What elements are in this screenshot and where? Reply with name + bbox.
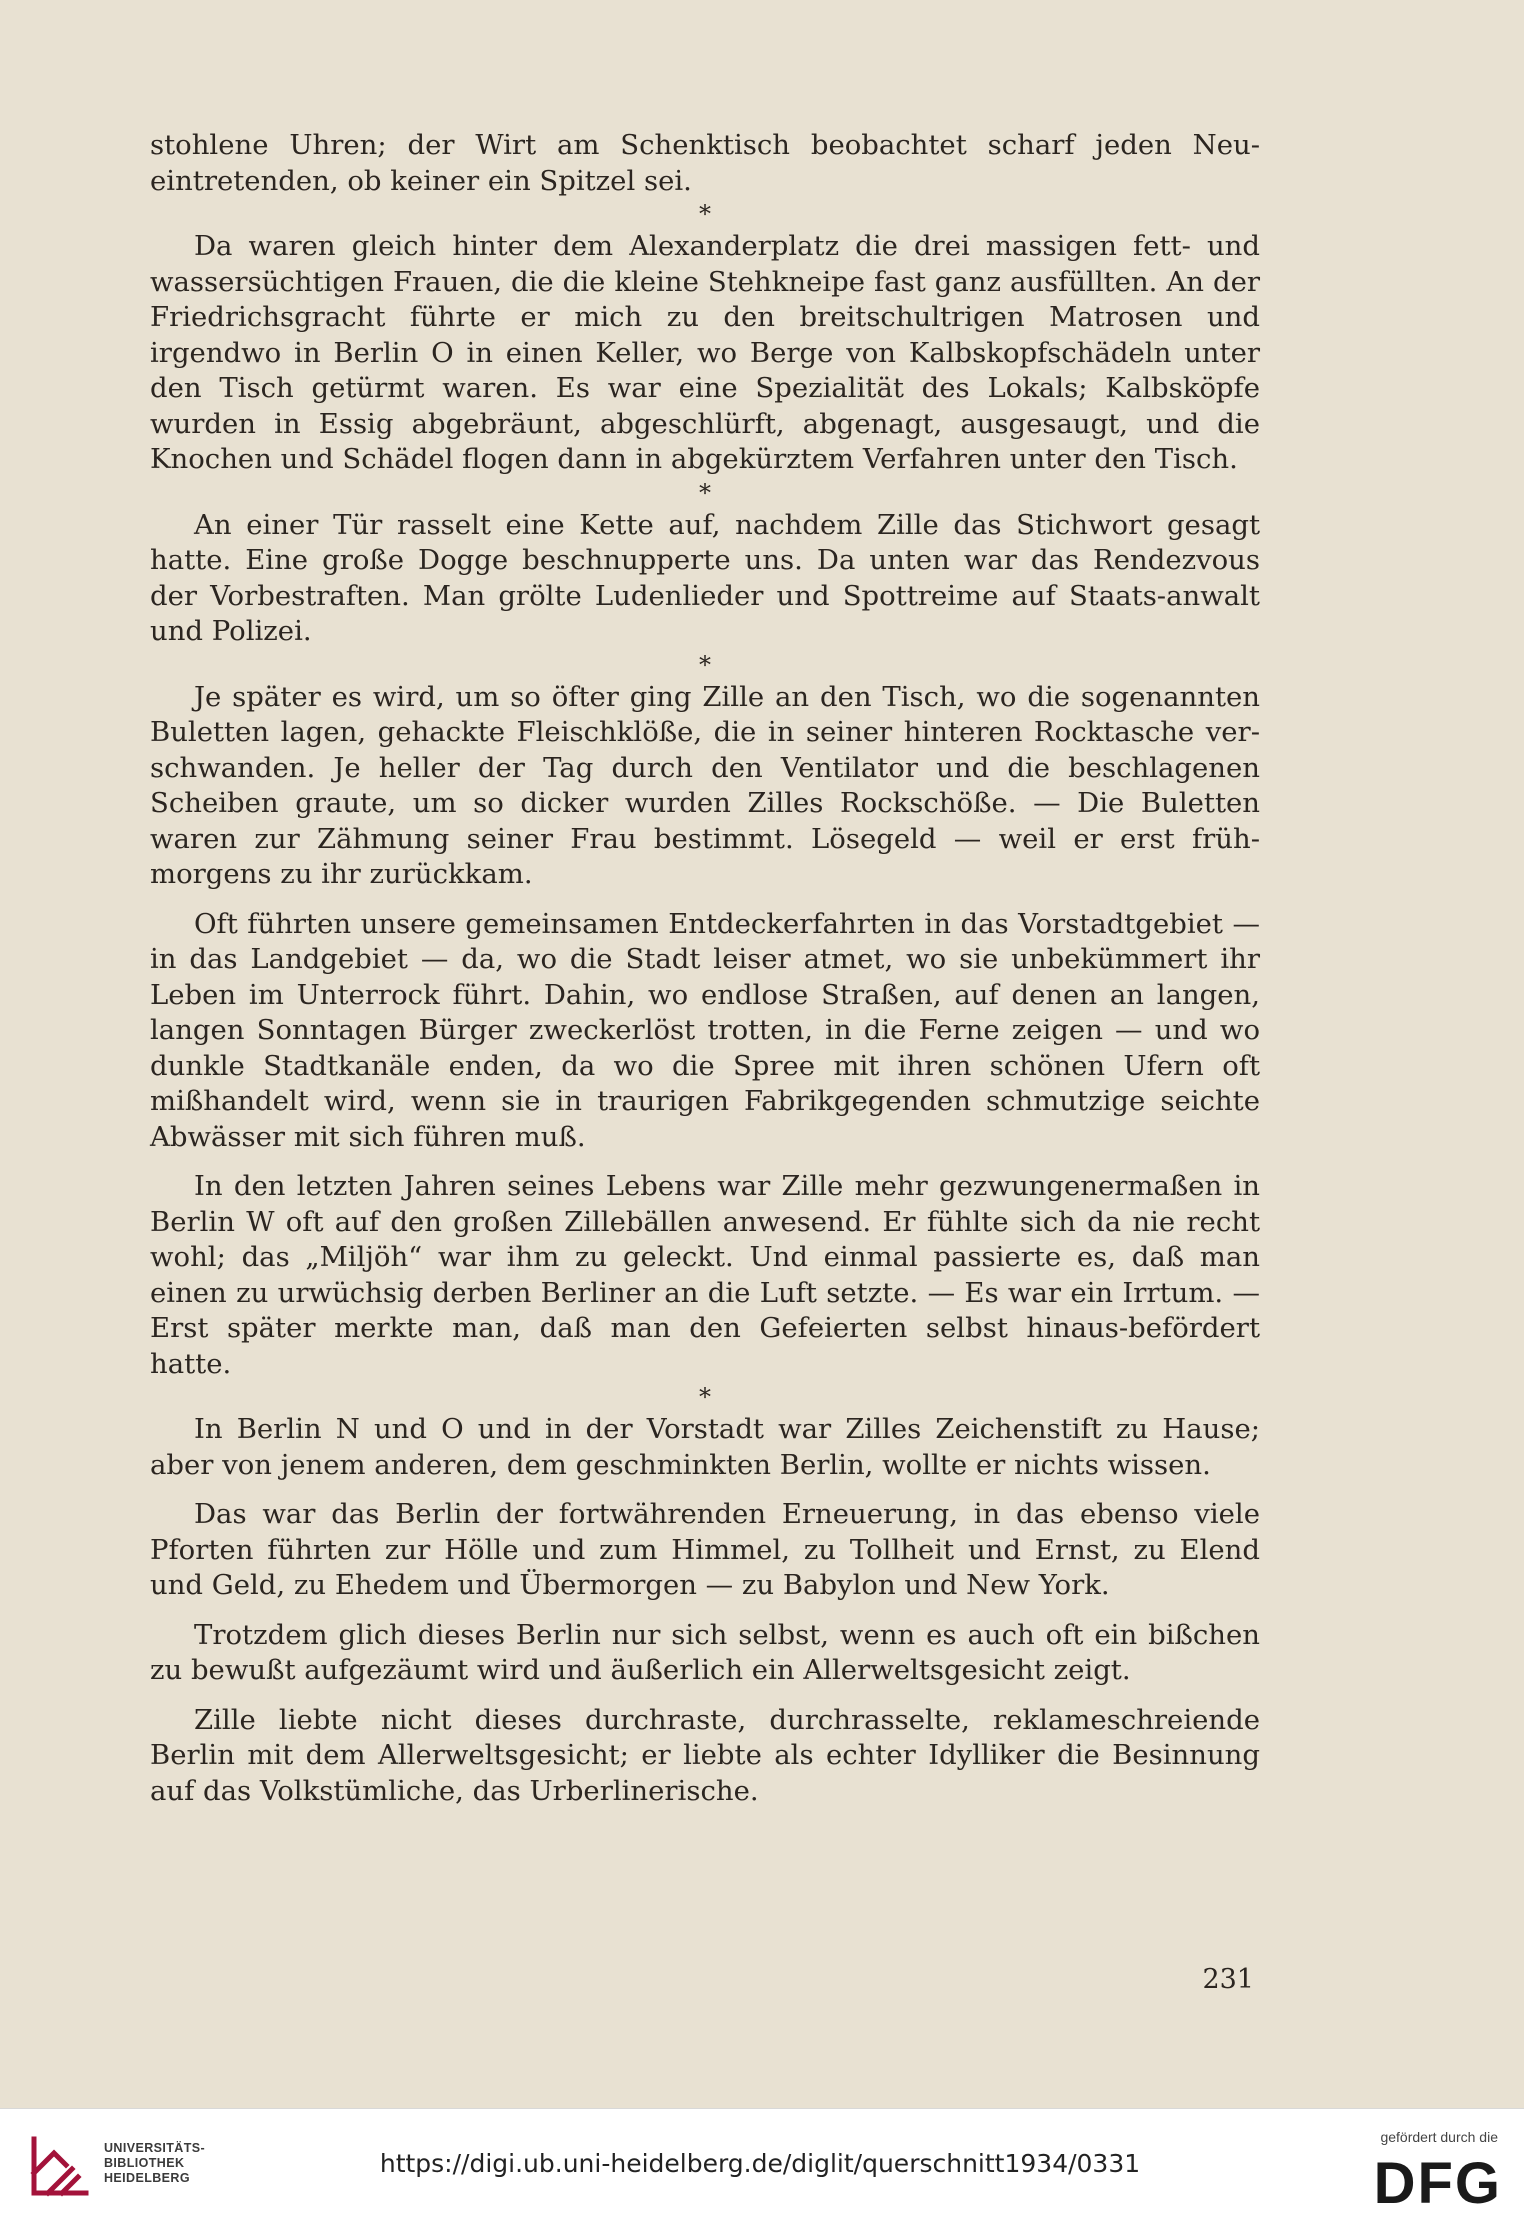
section-separator: * bbox=[699, 1383, 711, 1411]
page-number: 231 bbox=[1202, 1964, 1254, 1995]
library-line-2: BIBLIOTHEK bbox=[104, 2156, 185, 2170]
paragraph: Oft führten unsere gemeinsamen Entdeckerfahrten in das Vorstadtgebiet — in das Landgebiet — da, wo die Stadt leiser atmet, wo sie unbekümmert ihr Leben im Unterrock führt. Dahin, wo endlose Straßen, auf denen an langen, langen Sonntagen Bürger zweckerlöst trotten, in die Ferne zeigen — und wo dunkle Stadtkanäle enden, da wo die Spree mit ihren schönen Ufern oft mißhandelt wird, wenn sie in traurigen Fabrikgegenden schmutzige seichte Abwässer mit sich führen muß. bbox=[150, 907, 1260, 1153]
paragraph: In Berlin N und O und in der Vorstadt war Zilles Zeichenstift zu Hause; aber von jenem anderen, dem geschminkten Berlin, wollte er nichts wissen. bbox=[150, 1413, 1260, 1481]
university-library-logo-icon[interactable] bbox=[26, 2133, 94, 2201]
paragraph: An einer Tür rasselt eine Kette auf, nachdem Zille das Stichwort gesagt hatte. Eine große Dogge beschnupperte uns. Da unten war das Rendezvous der Vorbestraften. Man grölte Ludenlieder und Spottreime auf Staats-anwalt und Polizei. bbox=[150, 508, 1260, 647]
dfg-logo-text: DFG bbox=[1373, 2153, 1502, 2207]
paragraph: In den letzten Jahren seines Lebens war Zille mehr gezwungenermaßen in Berlin W oft auf den großen Zillebällen anwesend. Er fühlte sich da nie recht wohl; das „Miljöh“ war ihm zu geleckt. Und einmal passierte es, daß man einen zu urwüchsig derben Berliner an die Luft setzte. — Es war ein Irrtum. — Erst später merkte man, daß man den Gefeierten selbst hinaus-befördert hatte. bbox=[150, 1170, 1260, 1380]
section-separator: * bbox=[699, 200, 711, 228]
section-separator: * bbox=[699, 478, 711, 507]
permalink-url[interactable]: https://digi.ub.uni-heidelberg.de/diglit/querschnitt1934/0331 bbox=[379, 2149, 1141, 2178]
funding-caption: gefördert durch die bbox=[1380, 2129, 1498, 2145]
paragraph: Zille liebte nicht dieses durchraste, durchrasselte, reklameschreiende Berlin mit dem Allerweltsgesicht; er liebte als echter Idylliker die Besinnung auf das Volkstümliche, das Urberlinerische. bbox=[150, 1703, 1260, 1807]
paragraph: Trotzdem glich dieses Berlin nur sich selbst, wenn es auch oft ein bißchen zu bewußt aufgezäumt wird und äußerlich ein Allerweltsgesicht zeigt. bbox=[150, 1618, 1260, 1686]
viewer-footer bbox=[0, 2108, 1524, 2220]
library-line-1: UNIVERSITÄTS- bbox=[104, 2141, 206, 2155]
section-separator: * bbox=[699, 650, 711, 679]
paragraph: stohlene Uhren; der Wirt am Schenktisch beobachtet scharf jeden Neu-eintretenden, ob keiner ein Spitzel sei. bbox=[150, 129, 1260, 197]
library-line-3: HEIDELBERG bbox=[104, 2171, 190, 2185]
paragraph: Das war das Berlin der fortwährenden Erneuerung, in das ebenso viele Pforten führten zur Hölle und zum Himmel, zu Tollheit und Ernst, zu Elend und Geld, zu Ehedem und Übermorgen — zu Babylon und New York. bbox=[150, 1498, 1260, 1601]
university-library-name bbox=[104, 2141, 205, 2186]
body-text bbox=[150, 128, 1260, 1809]
paragraph: Da waren gleich hinter dem Alexanderplatz die drei massigen fett- und wassersüchtigen Frauen, die die kleine Stehkneipe fast ganz ausfüllten. An der Friedrichsgracht führte er mich zu den breitschultrigen Matrosen und irgendwo in Berlin O in einen Keller, wo Berge von Kalbskopfschädeln unter den Tisch getürmt waren. Es war eine Spezialität des Lokals; Kalbsköpfe wurden in Essig abgebräunt, abgeschlürft, abgenagt, ausgesaugt, und die Knochen und Schädel flogen dann in abgekürztem Verfahren unter den Tisch. bbox=[150, 230, 1260, 475]
dfg-logo-icon[interactable] bbox=[1354, 2153, 1504, 2207]
paragraph: Je später es wird, um so öfter ging Zille an den Tisch, wo die sogenannten Buletten lagen, gehackte Fleischklöße, die in seiner hinteren Rocktasche ver-schwanden. Je heller der Tag durch den Ventilator und die beschlagenen Scheiben graute, um so dicker wurden Zilles Rockschöße. — Die Buletten waren zur Zähmung seiner Frau bestimmt. Lösegeld — weil er erst früh-morgens zu ihr zurückkam. bbox=[150, 680, 1260, 890]
